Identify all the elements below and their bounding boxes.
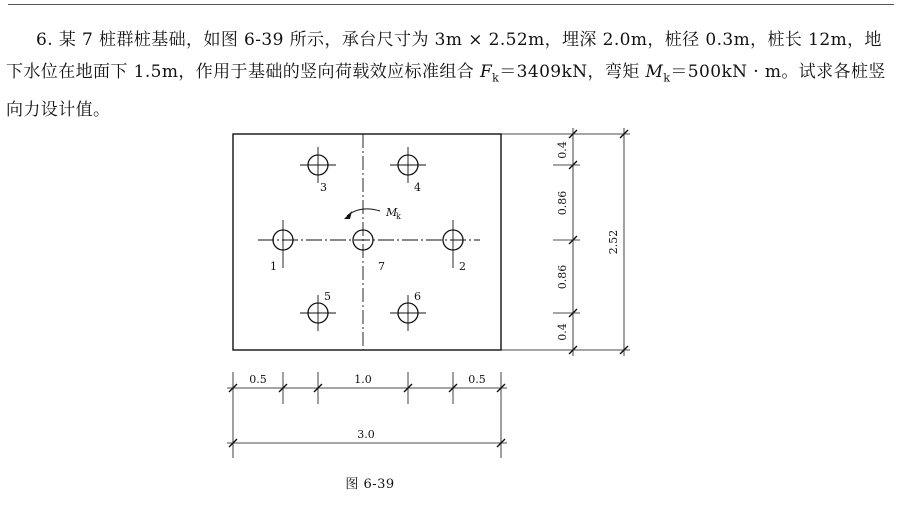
dim-right-3: 0.86 — [556, 264, 569, 290]
dim-bottom-2: 1.0 — [354, 373, 372, 386]
pile-label-6: 6 — [414, 290, 421, 303]
pile-label-7: 7 — [378, 260, 385, 273]
dim-bottom-1: 0.5 — [249, 373, 267, 386]
moment-label-sub: k — [396, 212, 401, 221]
figure-caption: 图 6-39 — [345, 477, 395, 492]
pile-label-5: 5 — [324, 290, 331, 303]
pile-3 — [300, 147, 336, 183]
pile-label-3: 3 — [320, 181, 327, 194]
force-symbol: F — [479, 62, 493, 82]
pile-label-1: 1 — [270, 260, 277, 273]
moment-symbol: M — [645, 62, 664, 82]
moment-arrowhead — [344, 211, 352, 219]
pile-label-4: 4 — [414, 181, 421, 194]
problem-text-2: ＝3409kN，弯矩 — [499, 62, 646, 82]
pile-label-2: 2 — [459, 260, 466, 273]
problem-text-3: ＝500kN · m。试求各桩竖向力设计值。 — [6, 62, 886, 121]
moment-arrow — [347, 209, 380, 216]
force-subscript: k — [492, 71, 500, 85]
dim-right-2: 0.86 — [556, 190, 569, 216]
dim-right-1: 0.4 — [556, 141, 569, 159]
pile-4 — [390, 147, 426, 183]
dim-bottom-3: 0.5 — [468, 373, 486, 386]
dim-right-4: 0.4 — [556, 323, 569, 341]
moment-label: M — [386, 206, 398, 219]
moment-subscript: k — [663, 71, 671, 85]
problem-text-1: 6. 某 7 桩群桩基础，如图 6-39 所示，承台尺寸为 3m × 2.52m，埋深 2.0m，桩径 0.3m，桩长 12m，地下水位在地面下 1.5m，作用于基础的竖向荷载效应标准组合 — [6, 30, 882, 82]
dim-right-total: 2.52 — [607, 229, 620, 255]
dim-bottom-total: 3.0 — [357, 428, 375, 441]
